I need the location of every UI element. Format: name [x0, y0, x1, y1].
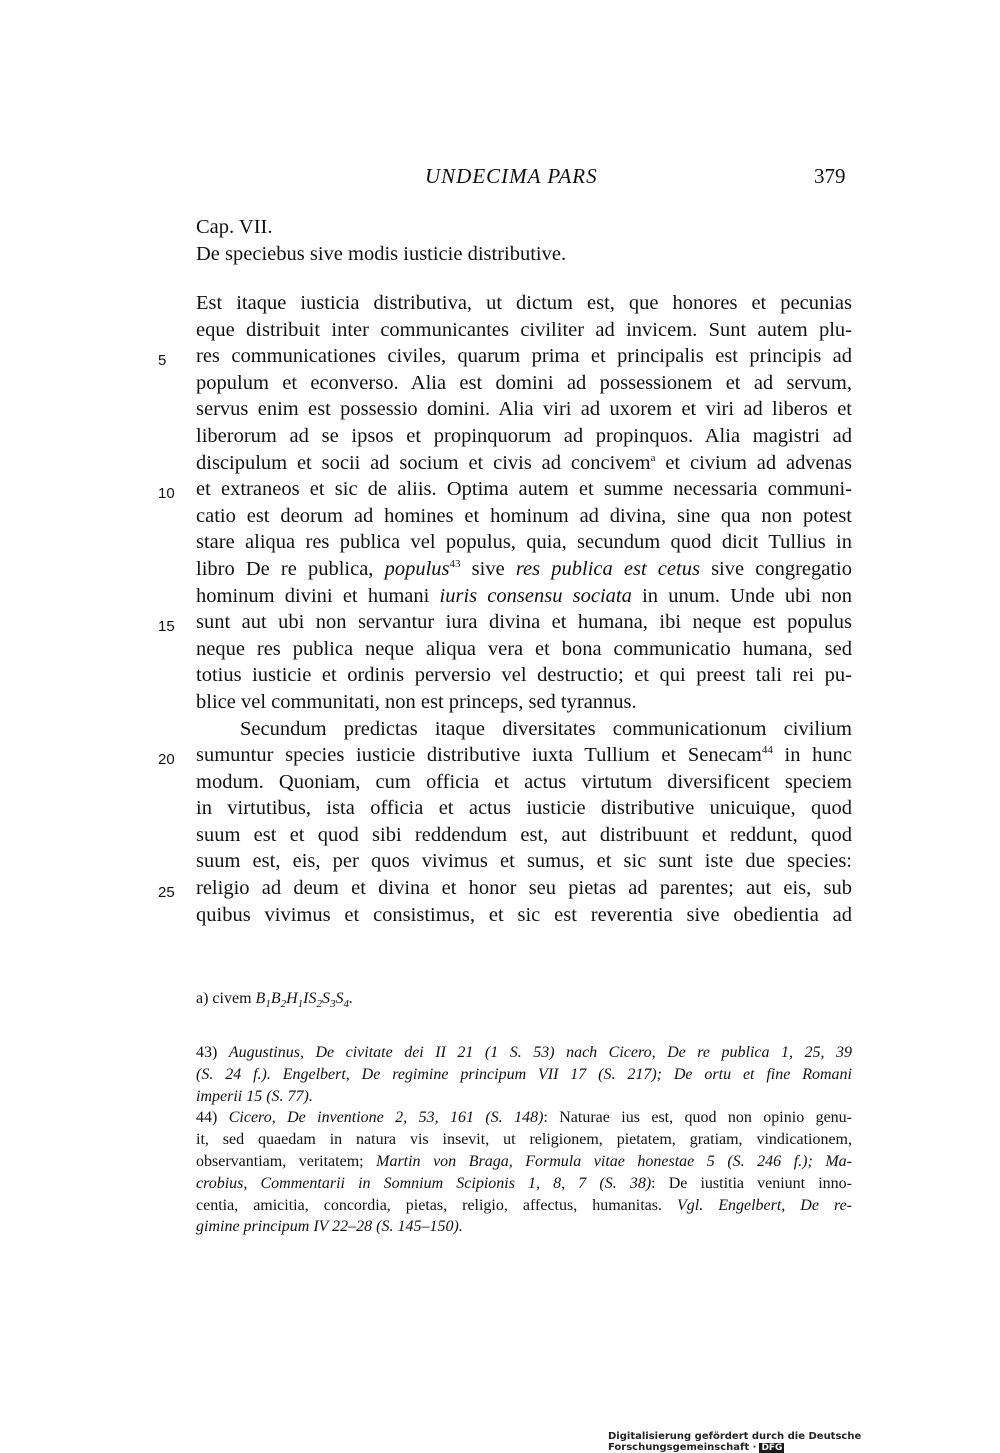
- dfg-logo: DFG: [761, 1443, 783, 1453]
- text-line: religio ad deum et divina et honor seu pietas ad parentes; aut eis, sub: [196, 877, 852, 900]
- text-line: populum et econverso. Alia est domini ad possessionem et ad servum,: [196, 371, 852, 394]
- text-line: servus enim est possessio domini. Alia viri ad uxorem et viri ad liberos et: [196, 398, 852, 421]
- footnote-line: it, sed quaedam in natura vis insevit, ut religionem, pietatem, gratiam, vindicationem,: [196, 1131, 852, 1149]
- text-line: suum est et quod sibi reddendum est, aut distribuunt et reddunt, quod: [196, 823, 852, 846]
- text-line: liberorum ad se ipsos et propinquorum ad propinquos. Alia magistri ad: [196, 424, 852, 447]
- text-line: Secundum predictas itaque diversitates communicationum civilium: [240, 717, 852, 740]
- footnote-line: (S. 24 f.). Engelbert, De regimine principum VII 17 (S. 217); De ortu et fine Romani: [196, 1065, 852, 1083]
- main-text: [196, 290, 852, 928]
- footnote-line: gimine principum IV 22–28 (S. 145–150).: [196, 1218, 463, 1236]
- text-line: neque res publica neque aliqua vera et bona communicatio humana, sed: [196, 637, 852, 660]
- text-line: quibus vivimus et consistimus, et sic est reverentia sive obedientia ad: [196, 903, 852, 926]
- text-line: stare aliqua res publica vel populus, quia, secundum quod dicit Tullius in: [196, 531, 852, 554]
- text-line: blice vel communitati, non est princeps, sed tyrannus.: [196, 690, 637, 713]
- line-number: 5: [158, 352, 167, 369]
- text-line: eque distribuit inter communicantes civiliter ad invicem. Sunt autem plu-: [196, 318, 852, 341]
- apparatus-label: a) civem: [196, 990, 252, 1007]
- footnote-line: 44) Cicero, De inventione 2, 53, 161 (S. 148): Naturae ius est, quod non opinio genu-: [196, 1109, 853, 1127]
- text-line: sunt aut ubi non servantur iura divina et humana, ibi neque est populus: [196, 611, 852, 634]
- footnote-line: crobius, Commentarii in Somnium Scipionis 1, 8, 7 (S. 38): De iustitia veniunt inno-: [196, 1174, 853, 1192]
- chapter-heading: [196, 214, 566, 267]
- page-number: 379: [814, 164, 846, 188]
- text-line: suum est, eis, per quos vivimus et sumus, et sic sunt iste due species:: [196, 850, 852, 873]
- line-number: 10: [158, 485, 175, 502]
- text-line: libro De re publica, populus$^{43}$ sive res publica est cetus sive congregatio: [196, 557, 853, 580]
- footnote-line: 43) Augustinus, De civitate dei II 21 (1 S. 53) nach Cicero, De re publica 1, 25, 39: [196, 1044, 853, 1061]
- text-line: discipulum et socii ad socium et civis ad concivem$^a$ et civium ad advenas: [196, 451, 852, 474]
- footnote-line: imperii 15 (S. 77).: [196, 1087, 313, 1105]
- line-number: 15: [158, 618, 175, 635]
- line-number: 25: [158, 884, 175, 901]
- text-line: sumuntur species iusticie distributive iuxta Tullium et Senecam$^{44}$ in hunc: [196, 744, 852, 767]
- credit-text: Digitalisierung gefördert durch die Deutsche Forschungsgemeinschaft ·: [608, 1431, 862, 1453]
- text-line: res communicationes civiles, quarum prima et principalis est principis ad: [196, 345, 852, 368]
- text-line: totius iusticie et ordinis perversio vel destructio; et qui preest tali rei pu-: [196, 664, 852, 687]
- text-line: catio est deorum ad homines et hominum ad divina, sine qua non potest: [196, 504, 852, 527]
- running-title: UNDECIMA PARS: [425, 164, 598, 188]
- text-line: Est itaque iusticia distributiva, ut dictum est, que honores et pecunias: [196, 292, 852, 314]
- text-line: et extraneos et sic de aliis. Optima autem et summe necessaria communi-: [196, 478, 852, 501]
- chapter-number: Cap. VII.: [196, 216, 273, 238]
- footnotes: [196, 1042, 852, 1238]
- digitization-credit: [608, 1431, 1000, 1453]
- text-line: hominum divini et humani iuris consensu sociata in unum. Unde ubi non: [196, 584, 852, 607]
- chapter-title: De speciebus sive modis iusticie distributive.: [196, 242, 567, 265]
- critical-apparatus: [196, 990, 353, 1011]
- line-number: 20: [158, 751, 175, 768]
- text-line: modum. Quoniam, cum officia et actus virtutum diversificent speciem: [196, 770, 852, 793]
- text-line: in virtutibus, ista officia et actus iusticie distributive unicuique, quod: [196, 797, 852, 820]
- footnote-line: centia, amicitia, concordia, pietas, religio, affectus, humanitas. Vgl. Engelbert, De re-: [196, 1196, 853, 1214]
- apparatus-sigla: $B_1B_2H_1IS_2S_3S_4$.: [255, 990, 353, 1011]
- footnote-line: observantiam, veritatem; Martin von Braga, Formula vitae honestae 5 (S. 246 f.); Ma-: [196, 1152, 852, 1170]
